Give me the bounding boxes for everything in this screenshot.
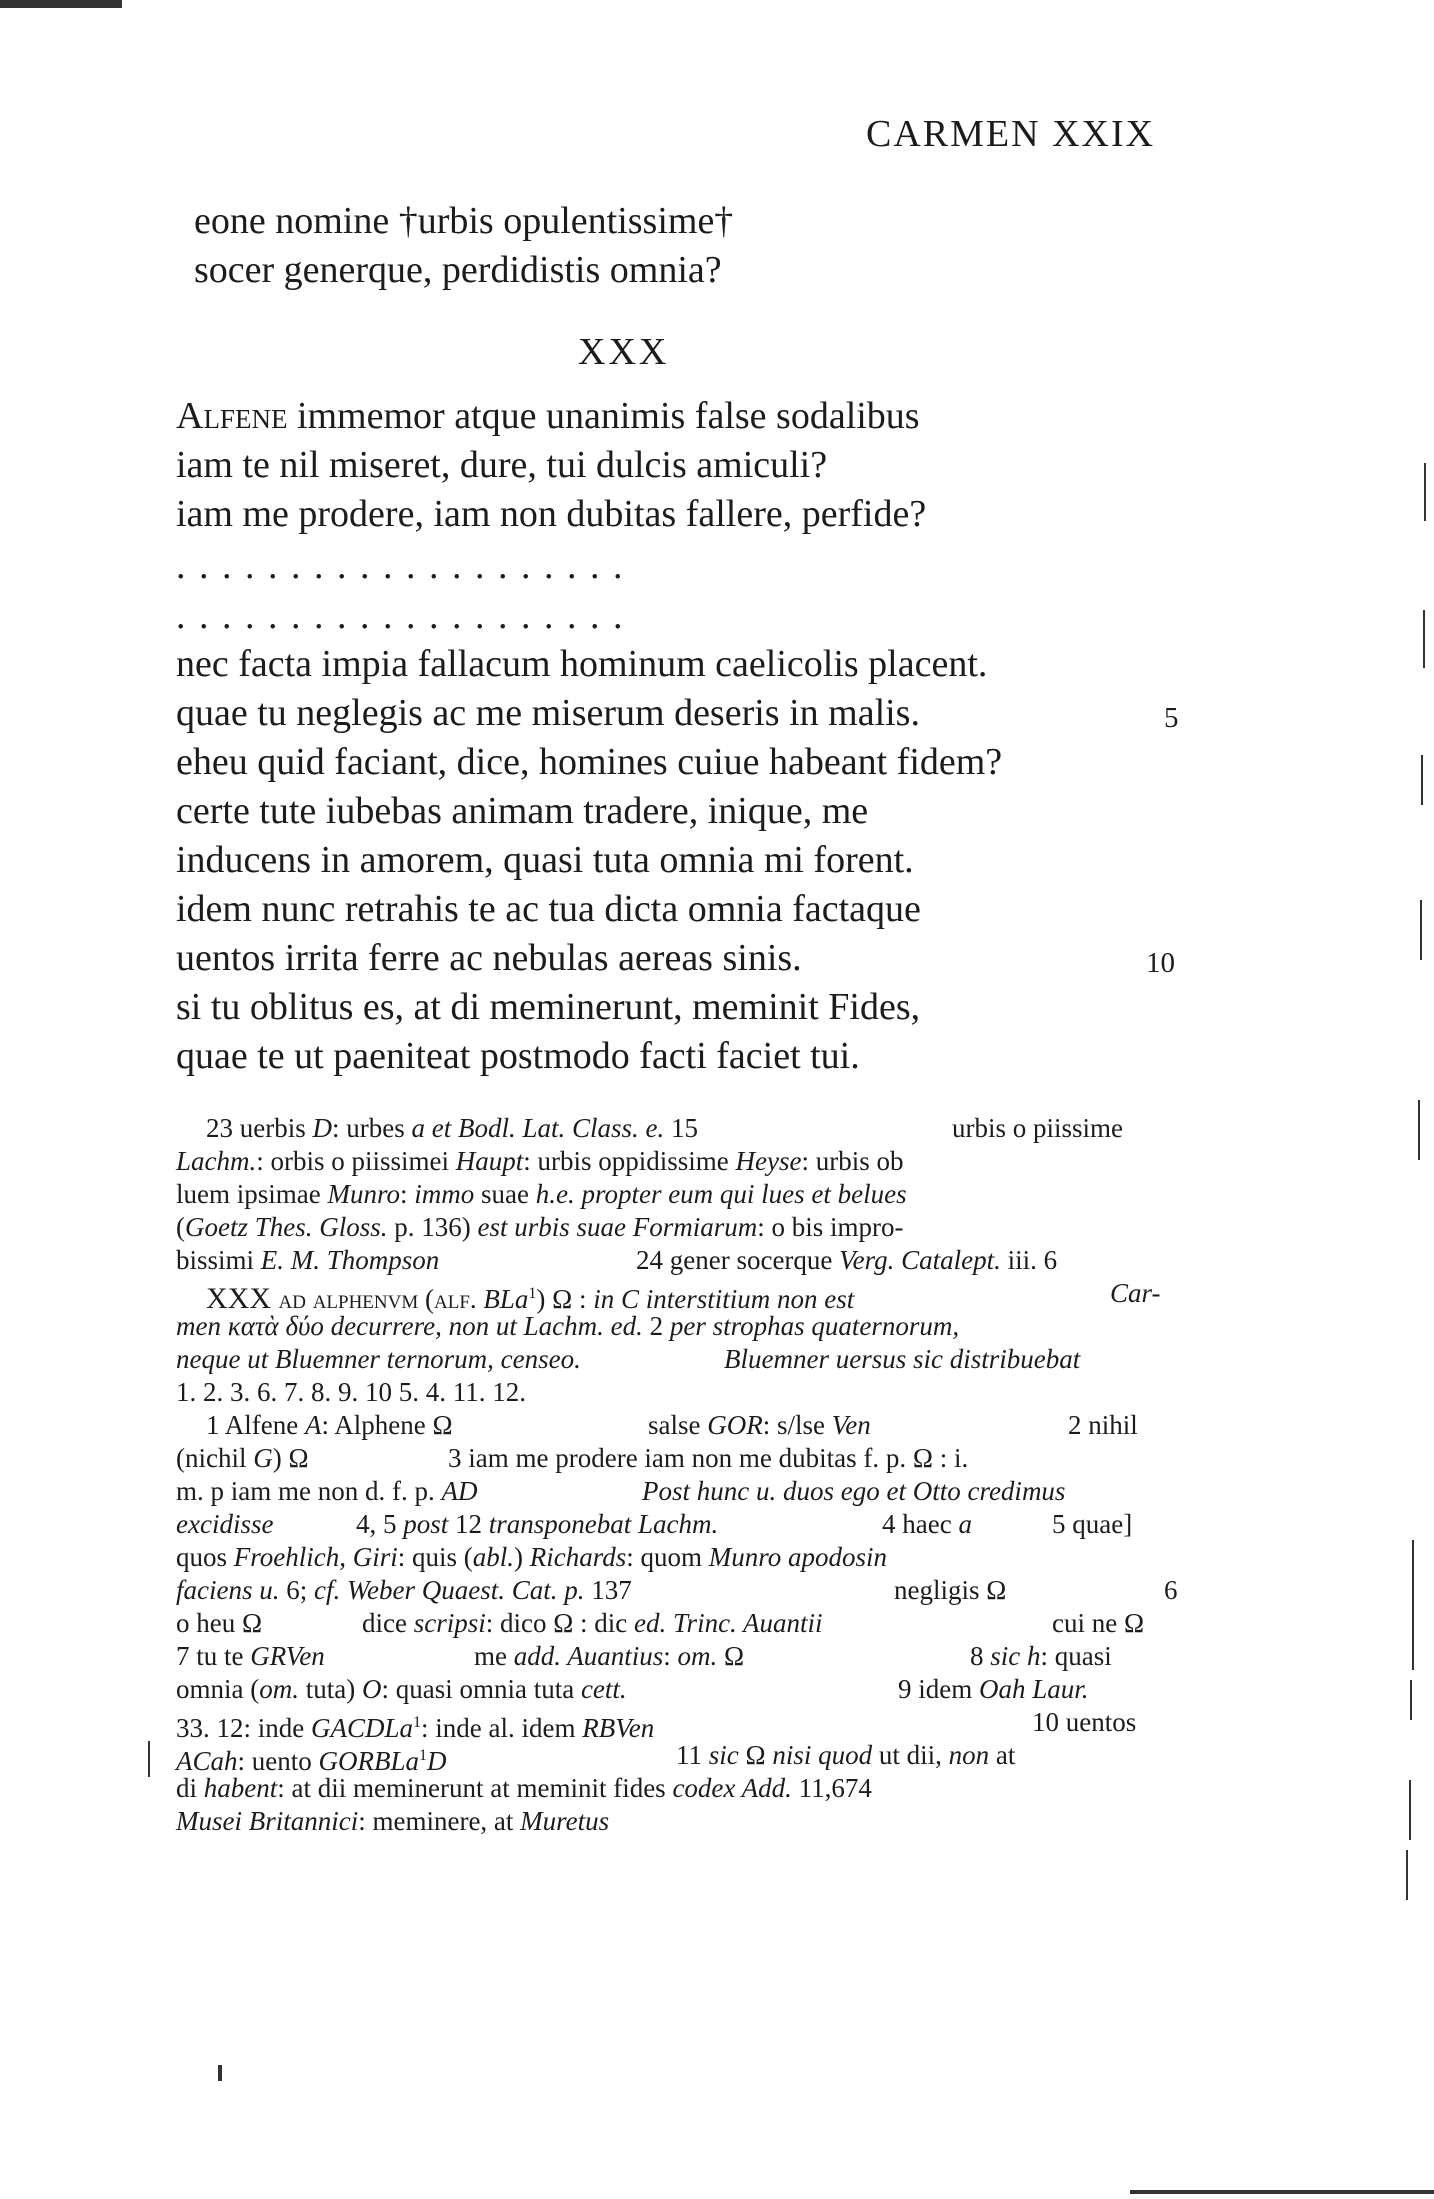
apparatus-text: : inde al. idem [421,1713,583,1743]
apparatus-text: di [176,1773,204,1803]
apparatus-text: 8 [970,1641,991,1671]
apparatus-text: 137 [584,1575,632,1605]
poem-line-2: iam te nil miseret, dure, tui dulcis amiculi? [176,444,828,486]
carmen-29-line-23: eone nomine †urbis opulentissime† [194,200,734,242]
apparatus-line-9: 1. 2. 3. 6. 7. 8. 9. 10 5. 4. 11. 12. [176,1377,526,1407]
apparatus-text: iii. 6 [1000,1245,1058,1275]
apparatus-text: Verg. Catalept. [839,1245,1001,1275]
carmen-29-line-24: socer generque, perdidistis omnia? [194,249,722,291]
apparatus-line-17-right [970,1640,1112,1673]
apparatus-text: Goetz Thes. Gloss. [185,1212,388,1242]
apparatus-text: cett. [580,1674,627,1704]
apparatus-text: 6; [279,1575,314,1605]
apparatus-text: om. [259,1674,299,1704]
apparatus-text: sic [708,1740,739,1770]
line-number-10: 10 [1146,947,1175,979]
apparatus-text: GORBLa [318,1746,420,1776]
apparatus-text: excidisse [176,1509,274,1539]
apparatus-text: D [312,1113,332,1143]
apparatus-text: Ω [717,1641,745,1671]
apparatus-text: ut dii, [872,1740,949,1770]
apparatus-text: 1 [419,1747,428,1764]
poem-line-4: nec facta impia fallacum hominum caelicolis placent. [176,643,988,685]
apparatus-line-11 [176,1442,309,1475]
apparatus-line-17-mid [474,1640,744,1673]
apparatus-text: habent [203,1773,278,1803]
apparatus-text: : [399,1179,415,1209]
apparatus-text: abl. [472,1542,515,1572]
apparatus-text: 11 [676,1740,709,1770]
apparatus-text: Ω [738,1740,773,1770]
apparatus-text: 4 haec [882,1509,959,1539]
apparatus-line-16: o heu Ω [176,1608,263,1638]
apparatus-text: : urbis oppidissime [523,1146,736,1176]
apparatus-text: Munro apodosin [708,1542,888,1572]
apparatus-text: 12 [448,1509,489,1539]
apparatus-text: A [304,1410,322,1440]
carmen-30-title: XXX [578,331,670,373]
apparatus-line-18-right [898,1673,1089,1706]
apparatus-text: h.e. propter eum qui lues et belues [535,1179,907,1209]
apparatus-text: 24 gener socerque [636,1245,840,1275]
poem-line-1-rest: immemor atque unanimis false sodalibus [287,395,920,437]
apparatus-text: Richards [529,1542,627,1572]
apparatus-text: Lachm. [176,1146,257,1176]
poem-line-10: uentos irrita ferre ac nebulas aereas sinis. [176,937,802,979]
apparatus-text: omnia ( [176,1674,260,1704]
apparatus-text: Muretus [520,1806,610,1836]
apparatus-text: D [427,1746,447,1776]
apparatus-line-8-right: Bluemner uersus sic distribuebat [724,1344,1081,1374]
poem-line-7: certe tute iubebas animam tradere, inique, me [176,790,869,832]
apparatus-text: Munro [327,1179,400,1209]
apparatus-text: G [253,1443,273,1473]
apparatus-text: BLa [476,1284,529,1314]
apparatus-text: cf. Weber Quaest. Cat. p. [314,1575,585,1605]
apparatus-line-13-far-right: 5 quae] [1052,1509,1133,1539]
apparatus-line-8: neque ut Bluemner ternorum, censeo. [176,1344,581,1374]
apparatus-text: 11,674 [791,1773,872,1803]
apparatus-text: Heyse [735,1146,802,1176]
apparatus-text: : at dii meminerunt at meminit fides [277,1773,673,1803]
apparatus-text: 1 [528,1285,537,1302]
apparatus-line-16-right: cui ne Ω [1052,1608,1145,1638]
poem-line-3: iam me prodere, iam non dubitas fallere, perfide? [176,493,927,535]
scan-edge-mark-top-left [0,0,122,8]
apparatus-text: men κατὰ δύο decurrere, non ut Lachm. ed. [176,1311,643,1341]
apparatus-text: GACDLa [311,1713,414,1743]
scan-edge-mark-right-9 [1406,1850,1408,1900]
apparatus-text: per strophas quaternorum, [669,1311,960,1341]
apparatus-line-19-right: 10 uentos [1032,1707,1137,1737]
apparatus-text: AD [441,1476,478,1506]
apparatus-text: post [403,1509,449,1539]
apparatus-line-17 [176,1640,325,1673]
apparatus-line-1-right: urbis o piissime [952,1113,1124,1143]
apparatus-text: at [989,1740,1016,1770]
apparatus-line-12-right: Post hunc u. duos ego et Otto credimus [642,1476,1066,1506]
apparatus-text: (nichil [176,1443,254,1473]
margin-bar [148,1741,150,1777]
apparatus-line-4 [176,1211,904,1244]
apparatus-line-20-right [676,1739,1015,1772]
apparatus-text: : orbis o piissimei [256,1146,456,1176]
apparatus-text: a et Bodl. Lat. Class. e. [411,1113,665,1143]
apparatus-text: : quasi omnia tuta [381,1674,581,1704]
apparatus-text: 4, 5 [356,1509,404,1539]
apparatus-text: salse [648,1410,708,1440]
apparatus-text: 2 [642,1311,670,1341]
apparatus-line-12 [176,1475,477,1508]
apparatus-text: ad alphenvm (alf. [278,1284,477,1314]
running-title: CARMEN XXIX [866,113,1156,155]
apparatus-line-3 [176,1178,907,1211]
apparatus-text: : s/lse [762,1410,832,1440]
apparatus-text: : meminere, at [358,1806,521,1836]
apparatus-line-5 [176,1244,439,1277]
apparatus-line-18 [176,1673,627,1706]
scan-edge-mark-bottom-right [1130,2190,1434,2194]
line-number-5: 5 [1164,702,1179,734]
apparatus-line-6-right: Car- [1110,1278,1161,1308]
scan-edge-mark-right-6 [1412,1540,1414,1670]
apparatus-text: : urbes [331,1113,412,1143]
apparatus-text: GOR [707,1410,763,1440]
apparatus-text: : uento [237,1746,319,1776]
apparatus-text: Musei Britannici [176,1806,359,1836]
apparatus-text: ACah [176,1746,238,1776]
apparatus-line-15-mid: negligis Ω [894,1575,1007,1605]
apparatus-line-22 [176,1805,609,1838]
poem-line-1-first-word: Alfene [176,395,288,437]
apparatus-line-2 [176,1145,904,1178]
apparatus-text: ( [176,1212,185,1242]
apparatus-text: Ven [831,1410,871,1440]
apparatus-text: 7 tu te [176,1641,251,1671]
apparatus-line-15 [176,1574,632,1607]
apparatus-text: me [474,1641,514,1671]
apparatus-text: ed. Trinc. Auantii [634,1608,823,1638]
poem-line-6: eheu quid faciant, dice, homines cuiue habeant fidem? [176,741,1003,783]
scan-edge-mark-right-2 [1423,610,1425,668]
apparatus-text: ) [514,1542,530,1572]
apparatus-text: Oah Laur. [979,1674,1089,1704]
apparatus-text: : quasi [1040,1641,1112,1671]
apparatus-text: in C interstitium non est [593,1284,855,1314]
apparatus-text: est urbis suae Formiarum [477,1212,758,1242]
apparatus-line-14 [176,1541,887,1574]
apparatus-line-7 [176,1310,959,1343]
apparatus-text: add. Auantius [513,1641,664,1671]
apparatus-text: Froehlich, Giri [233,1542,398,1572]
apparatus-text: 1 Alfene [206,1410,305,1440]
apparatus-text: : [663,1641,678,1671]
lacuna-dots-2: . . . . . . . . . . . . . . . . . . . . [176,595,625,637]
apparatus-text: 15 [664,1113,698,1143]
scan-edge-mark-right-5 [1418,1100,1420,1160]
apparatus-text: luem ipsimae [176,1179,328,1209]
apparatus-text: non [948,1740,990,1770]
apparatus-line-21 [176,1772,872,1805]
apparatus-text: : quom [626,1542,709,1572]
apparatus-text: : Alphene Ω [321,1410,453,1440]
apparatus-text: scripsi [413,1608,486,1638]
apparatus-text: RBVen [582,1713,655,1743]
apparatus-text: GRVen [250,1641,325,1671]
apparatus-text: bissimi [176,1245,261,1275]
apparatus-text: 23 uerbis [206,1113,313,1143]
poem-line-11: si tu oblitus es, at di meminerunt, meminit Fides, [176,986,921,1028]
scan-edge-mark-right-8 [1409,1780,1411,1840]
apparatus-line-10-right: 2 nihil [1068,1410,1138,1440]
apparatus-line-10-mid [648,1409,871,1442]
poem-line-9: idem nunc retrahis te ac tua dicta omnia factaque [176,888,921,930]
apparatus-text: : o bis impro- [757,1212,904,1242]
scan-edge-mark-right-7 [1410,1680,1412,1720]
apparatus-line-10 [206,1409,453,1442]
apparatus-text: dice [362,1608,414,1638]
lacuna-dots-1: . . . . . . . . . . . . . . . . . . . . [176,545,625,587]
apparatus-text: : urbis ob [801,1146,904,1176]
apparatus-text: suae [474,1179,536,1209]
apparatus-line-13-right [882,1508,972,1541]
apparatus-text: 1 [413,1714,422,1731]
apparatus-text: : quis ( [397,1542,473,1572]
scan-edge-mark-right-4 [1420,900,1422,960]
apparatus-text: 9 idem [898,1674,979,1704]
scan-edge-mark-bottom-left [218,2065,222,2081]
apparatus-text: a [958,1509,972,1539]
apparatus-text: m. p iam me non d. f. p. [176,1476,442,1506]
poem-line-12: quae te ut paeniteat postmodo facti faciet tui. [176,1035,860,1077]
apparatus-text: transponebat Lachm. [488,1509,719,1539]
apparatus-text: ) Ω : [536,1284,594,1314]
apparatus-text: : dico Ω : dic [485,1608,635,1638]
apparatus-text: immo [414,1179,475,1209]
apparatus-text: E. M. Thompson [260,1245,440,1275]
apparatus-text: sic h [990,1641,1041,1671]
poem-line-8: inducens in amorem, quasi tuta omnia mi forent. [176,839,914,881]
apparatus-text: tuta) [298,1674,362,1704]
apparatus-text: codex Add. [672,1773,792,1803]
scan-edge-mark-right-3 [1421,755,1423,805]
apparatus-line-13 [176,1508,273,1541]
apparatus-text: nisi quod [772,1740,873,1770]
apparatus-line-13-mid [356,1508,718,1541]
apparatus-line-5-right [636,1244,1057,1277]
apparatus-line-1 [206,1112,698,1145]
poem-line-5: quae tu neglegis ac me miserum deseris in malis. [176,692,920,734]
apparatus-line-16-mid [362,1607,823,1640]
apparatus-text: om. [677,1641,718,1671]
scan-edge-mark-right-1 [1424,463,1426,521]
apparatus-text: Haupt [455,1146,524,1176]
apparatus-text: O [361,1674,382,1704]
apparatus-text: faciens u. [176,1575,280,1605]
apparatus-text: 33. 12: inde [176,1713,311,1743]
apparatus-text: quos [176,1542,234,1572]
apparatus-text: ) Ω [272,1443,309,1473]
apparatus-text: p. 136) [387,1212,478,1242]
apparatus-line-11-right: 3 iam me prodere iam non me dubitas f. p. Ω : i. [448,1443,969,1473]
poem-line-1 [176,392,920,441]
apparatus-line-15-right: 6 [1164,1575,1178,1605]
apparatus-text: XXX [206,1282,279,1315]
